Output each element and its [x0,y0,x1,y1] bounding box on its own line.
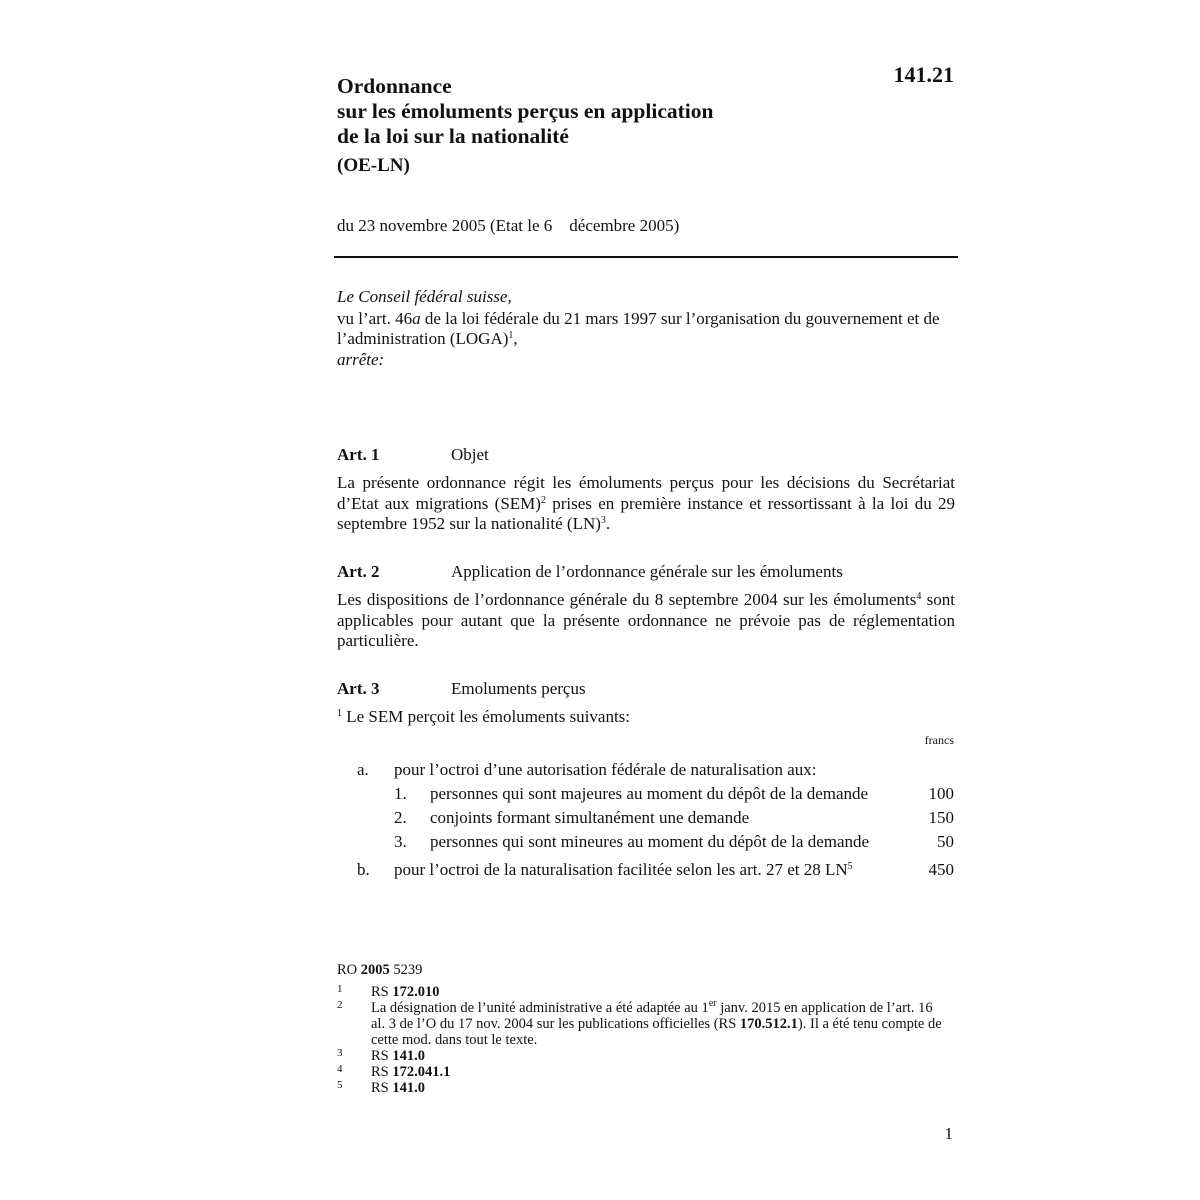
title-line-2: sur les émoluments perçus en application [337,99,714,123]
footnote-3-number: 3 [337,1047,343,1059]
article-2-title: Application de l’ordonnance générale sur les émoluments [451,562,843,581]
footnote-3-ref: 141.0 [392,1048,425,1064]
page-number: 1 [944,1124,953,1143]
article-2-text [337,590,955,652]
article-3-paragraph-1 [337,707,955,728]
title-abbreviation: (OE-LN) [337,155,410,176]
article-1-text-end: . [605,514,611,533]
fee-subitem-1-num: 1. [394,784,407,803]
title-line-3: de la loi sur la nationalité [337,124,569,148]
article-1-heading [337,445,955,466]
article-1-number: Art. 1 [337,445,380,464]
article-1-title: Objet [451,445,489,464]
ro-page: 5239 [389,962,423,978]
fee-subitem-3-num: 3. [394,832,407,851]
article-3-paragraph-text: Le SEM perçoit les émoluments suivants: [342,707,631,726]
preamble-basis-text-2: de la loi fédérale du 21 mars 1997 sur l’organisation du gouvernement et de l’administration (LOGA) [337,308,940,348]
footnote-4-prefix: RS [371,1064,393,1080]
footnote-5-number: 5 [337,1079,343,1091]
preamble [337,287,955,370]
ro-reference [337,962,422,978]
footnote-2-ref: 170.512.1 [739,1016,798,1032]
footnote-4-text [371,1064,949,1080]
article-1-text-part-2: prises en première instance et ressortissant à la loi du 29 septembre 1952 sur la nationalité (LN) [337,493,956,533]
preamble-basis-end: , [513,329,518,348]
title-line-1: Ordonnance [337,74,452,98]
preamble-basis-letter: a [412,308,421,328]
fee-item-b-amount: 450 [928,860,954,879]
fee-subitem-3-amount: 50 [937,832,954,851]
footnote-4-number: 4 [337,1063,343,1075]
footnote-1-ref: 172.010 [392,984,440,1000]
footnote-2-part-1: La désignation de l’unité administrative a été adaptée au 1 [371,1000,709,1016]
preamble-basis [337,309,955,350]
fee-subitem-2-text: conjoints formant simultanément une demande [430,808,750,827]
footnote-1-number: 1 [337,983,343,995]
footnote-ref-5[interactable]: 5 [847,861,853,872]
fee-subitem-1-amount: 100 [928,784,954,803]
fee-item-b-text [394,860,853,880]
footnote-2 [337,1000,951,1048]
footnote-2-text [371,1000,949,1048]
fee-item-a-letter: a. [357,760,369,779]
sr-number: 141.21 [893,62,954,87]
footnote-3-prefix: RS [371,1048,393,1064]
article-3-number: Art. 3 [337,679,380,698]
preamble-decision: arrête: [337,349,385,369]
footnote-2-part-2: janv. 2015 en application de l’art. 16 al. 3 de l’O du 17 nov. 2004 sur les publications officielles (RS [371,1000,933,1032]
preamble-authority: Le Conseil fédéral suisse, [337,287,512,306]
article-3-title: Emoluments perçus [451,679,586,698]
article-2-text-part-1: Les dispositions de l’ordonnance générale du 8 septembre 2004 sur les émoluments [337,590,917,609]
fee-item-a-text: pour l’octroi d’une autorisation fédérale de naturalisation aux: [394,760,817,779]
footnote-1-text [371,984,949,1000]
document-title [337,74,713,178]
fee-subitem-3-text: personnes qui sont mineures au moment du dépôt de la demande [430,832,870,851]
date-line: du 23 novembre 2005 (Etat le 6 décembre 2005) [337,216,680,235]
fee-item-b-letter: b. [357,860,370,879]
footnote-ref-4[interactable]: 4 [916,591,922,602]
footnote-2-number: 2 [337,999,343,1011]
footnote-2-part-3: ). Il a été tenu compte de cette mod. dans tout le texte. [371,1016,942,1048]
article-2-number: Art. 2 [337,562,380,581]
fee-subitem-1-text: personnes qui sont majeures au moment du dépôt de la demande [430,784,869,803]
article-2-text-part-2: sont applicables pour autant que la présente ordonnance ne prévoie pas de réglementation particulière. [337,590,956,650]
footnote-2-ordinal: er [708,998,717,1009]
article-3-heading [337,679,955,700]
footnote-4-ref: 172.041.1 [392,1064,451,1080]
fee-subitem-2-amount: 150 [928,808,954,827]
footnote-ref-1[interactable]: 1 [508,330,514,341]
footnote-5-ref: 141.0 [392,1080,425,1096]
header-rule [334,256,958,258]
fee-unit-label: francs [924,733,954,747]
footnote-ref-2[interactable]: 2 [540,494,546,506]
fee-item-b-label: pour l’octroi de la naturalisation facilitée selon les art. 27 et 28 LN [394,860,848,879]
footnote-1-prefix: RS [371,984,393,1000]
article-1-text-part-1: La présente ordonnance régit les émoluments perçus pour les décisions du Secrétariat d’Etat aux migrations (SEM) [337,473,955,513]
article-1-text [337,473,955,535]
preamble-basis-text: vu l’art. 46 [337,308,413,328]
footnote-5-prefix: RS [371,1080,393,1096]
paragraph-number: 1 [337,708,342,719]
ro-prefix: RO [337,962,361,978]
footnote-ref-3[interactable]: 3 [600,515,606,526]
footnote-5-text [371,1080,949,1096]
fee-subitem-2-num: 2. [394,808,407,827]
ro-year: 2005 [360,962,390,978]
footnote-3-text [371,1048,949,1064]
article-2-heading [337,562,955,583]
